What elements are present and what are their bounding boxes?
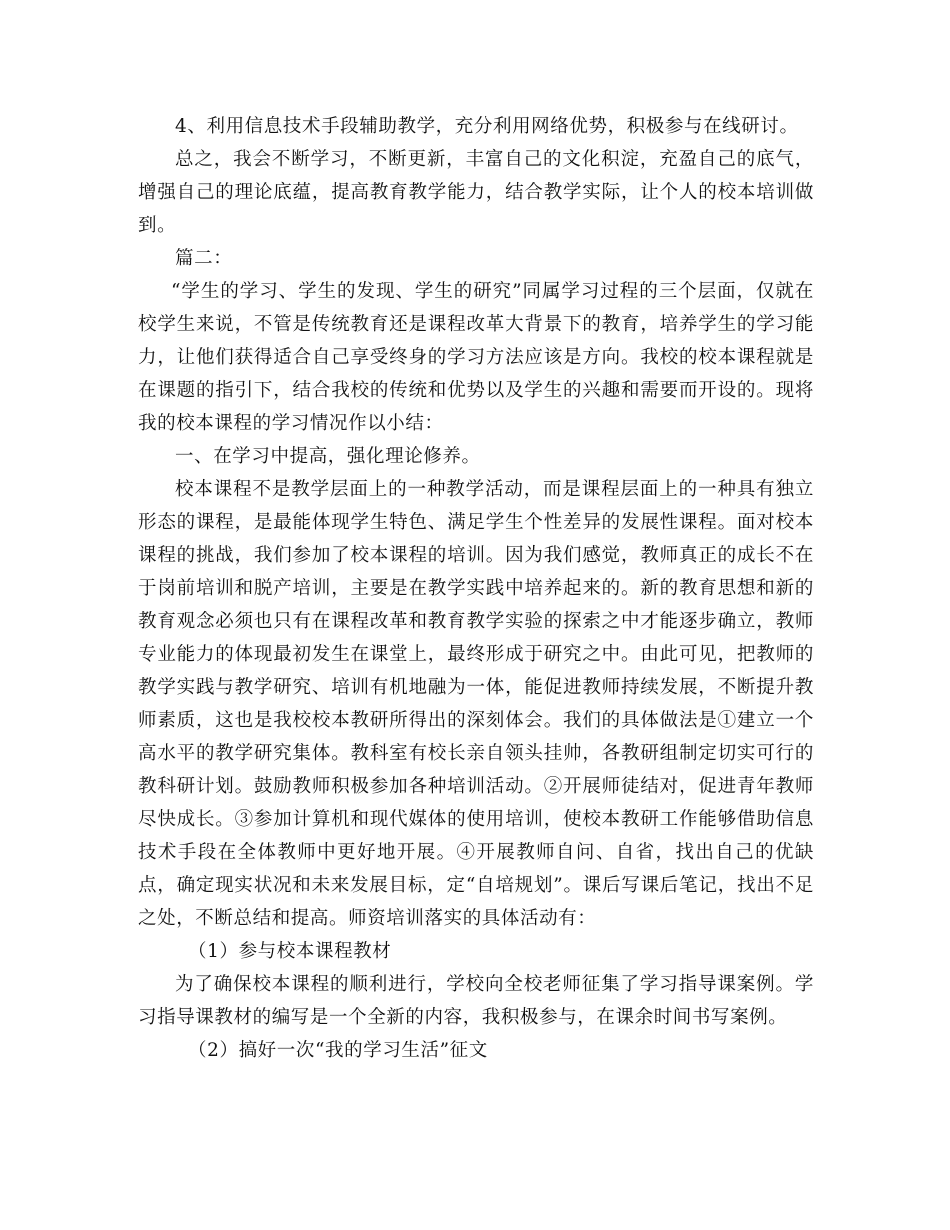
paragraph-point-4: 4、利用信息技术手段辅助教学，充分利用网络优势，积极参与在线研讨。 (175, 116, 799, 137)
section-heading-one: 一、在学习中提高，强化理论修养。 (175, 446, 481, 467)
subheading-item-2: （2）搞好一次“我的学习生活”征文 (188, 1040, 488, 1061)
document-page (138, 110, 814, 1067)
paragraph-intro: “学生的学习、学生的发现、学生的研究”同属学习过程的三个层面，仅就在校学生来说，不管是传统教育还是课程改革大背景下的教育，培养学生的学习能力，让他们获得适合自己享受终身的学习方法应该是方向。我校的校本课程就是在课题的指引下，结合我校的传统和优势以及学生的兴趣和需要而开设的。现将我的校本课程的学习情况作以小结： (138, 281, 814, 434)
section-heading-part-two: 篇二： (175, 248, 233, 269)
paragraph-summary: 总之，我会不断学习，不断更新，丰富自己的文化积淀，充盈自己的底气，增强自己的理论底蕴，提高教育教学能力，结合教学实际，让个人的校本培训做到。 (138, 149, 814, 236)
subheading-item-1: （1）参与校本课程教材 (188, 941, 392, 962)
paragraph-item-1-detail: 为了确保校本课程的顺利进行，学校向全校老师征集了学习指导课案例。学习指导课教材的编写是一个全新的内容，我积极参与，在课余时间书写案例。 (138, 974, 814, 1028)
paragraph-school-curriculum: 校本课程不是教学层面上的一种教学活动，而是课程层面上的一种具有独立形态的课程，是最能体现学生特色、满足学生个性差异的发展性课程。面对校本课程的挑战，我们参加了校本课程的培训。因为我们感觉，教师真正的成长不在于岗前培训和脱产培训，主要是在教学实践中培养起来的。新的教育思想和新的教育观念必须也只有在课程改革和教育教学实验的探索之中才能逐步确立，教师专业能力的体现最初发生在课堂上，最终形成于研究之中。由此可见，把教师的教学实践与教学研究、培训有机地融为一体，能促进教师持续发展，不断提升教师素质，这也是我校校本教研所得出的深刻体会。我们的具体做法是①建立一个高水平的教学研究集体。教科室有校长亲自领头挂帅，各教研组制定切实可行的教科研计划。鼓励教师积极参加各种培训活动。②开展师徒结对，促进青年教师尽快成长。③参加计算机和现代媒体的使用培训，使校本教研工作能够借助信息技术手段在全体教师中更好地开展。④开展教师自问、自省，找出自己的优缺点，确定现实状况和未来发展目标，定“自培规划”。课后写课后笔记，找出不足之处，不断总结和提高。师资培训落实的具体活动有： (138, 479, 814, 929)
